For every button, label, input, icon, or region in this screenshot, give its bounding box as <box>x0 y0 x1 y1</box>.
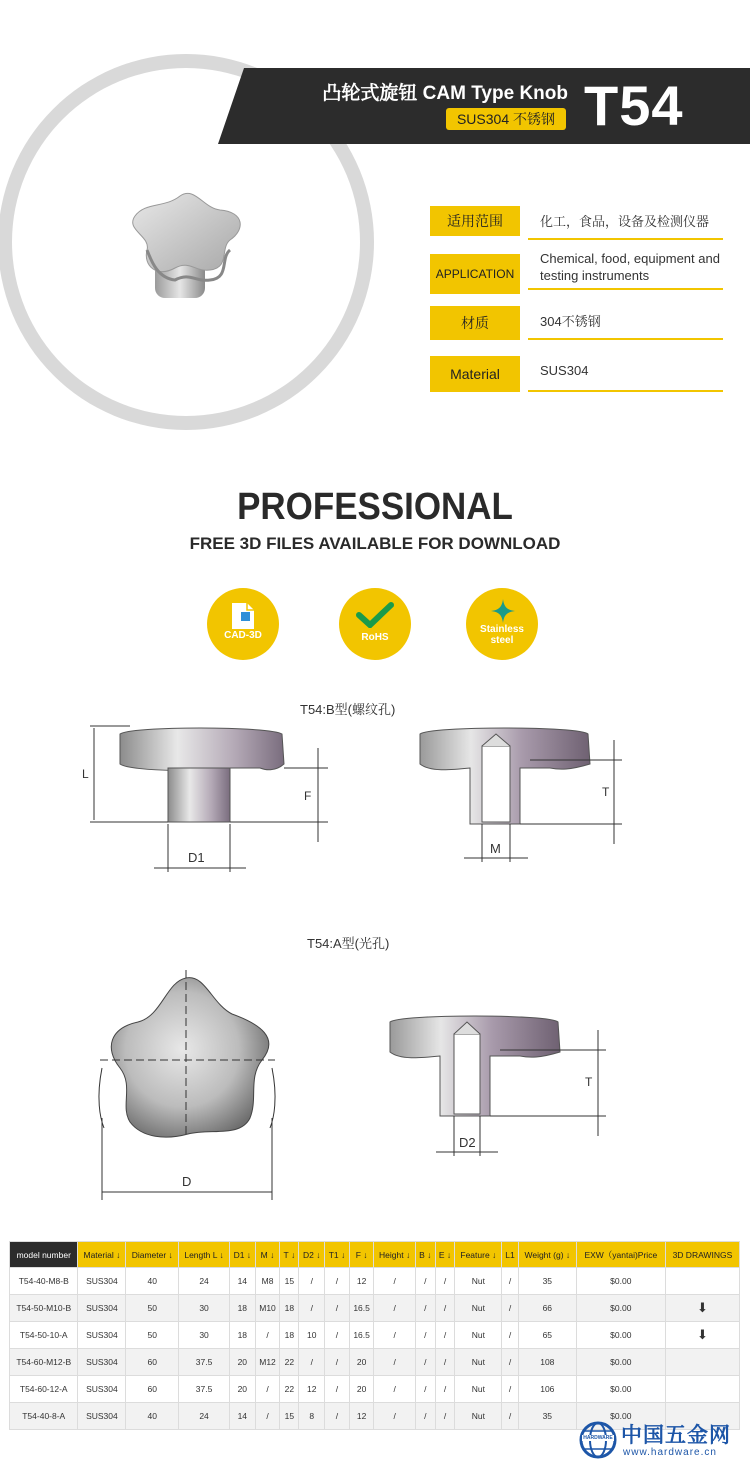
spec-key: Material <box>430 356 520 392</box>
table-cell: Nut <box>455 1322 502 1349</box>
table-cell: / <box>325 1349 350 1376</box>
spec-divider <box>528 390 723 392</box>
table-header-row <box>10 1242 740 1268</box>
table-cell: / <box>435 1322 455 1349</box>
file-icon <box>230 602 256 630</box>
table-cell: Nut <box>455 1376 502 1403</box>
table-cell: Nut <box>455 1403 502 1430</box>
table-cell: SUS304 <box>78 1268 126 1295</box>
table-cell: / <box>299 1349 325 1376</box>
table-cell: 35 <box>518 1403 576 1430</box>
cad-3d-badge <box>207 588 279 660</box>
watermark-url: www.hardware.cn <box>623 1447 717 1458</box>
table-header-cell: Material ↓ <box>78 1242 126 1268</box>
table-cell: T54-60-M12-B <box>10 1349 78 1376</box>
table-cell: / <box>325 1322 350 1349</box>
table-cell: / <box>502 1403 519 1430</box>
table-body <box>10 1268 740 1430</box>
table-cell: / <box>415 1403 435 1430</box>
table-header-cell: Height ↓ <box>374 1242 415 1268</box>
download-icon[interactable]: ⬇ <box>665 1322 739 1349</box>
rohs-badge <box>339 588 411 660</box>
table-cell: 37.5 <box>179 1376 230 1403</box>
table-cell: / <box>415 1376 435 1403</box>
badge-label: RoHS <box>361 632 389 643</box>
table-cell: T54-50-M10-B <box>10 1295 78 1322</box>
table-row <box>10 1376 740 1403</box>
table-cell: 22 <box>280 1376 299 1403</box>
table-cell: T54-40-8-A <box>10 1403 78 1430</box>
checkmark-icon <box>356 602 394 628</box>
table-cell: / <box>255 1376 280 1403</box>
type-a-caption: T54:A型(光孔) <box>307 936 390 951</box>
table-cell: 24 <box>179 1403 230 1430</box>
table-cell: / <box>325 1268 350 1295</box>
table-cell: 65 <box>518 1322 576 1349</box>
table-header-cell: Diameter ↓ <box>126 1242 179 1268</box>
table-header-cell: B ↓ <box>415 1242 435 1268</box>
table-cell: 50 <box>126 1295 179 1322</box>
table-cell: $0.00 <box>576 1349 665 1376</box>
table-cell: 15 <box>280 1403 299 1430</box>
spec-table <box>9 1241 740 1430</box>
table-cell: 18 <box>229 1322 255 1349</box>
table-cell: SUS304 <box>78 1403 126 1430</box>
spec-value: 化工，食品，设备及检测仪器 <box>540 214 710 229</box>
spec-divider <box>528 338 723 340</box>
table-cell: SUS304 <box>78 1376 126 1403</box>
table-cell: / <box>255 1403 280 1430</box>
hardware-watermark <box>579 1419 739 1463</box>
table-header-cell: 3D DRAWINGS <box>665 1242 739 1268</box>
table-cell: 12 <box>349 1268 374 1295</box>
table-cell: / <box>325 1376 350 1403</box>
dim-t-label: T <box>585 1075 593 1089</box>
table-cell: 20 <box>349 1349 374 1376</box>
spec-divider <box>528 288 723 290</box>
table-cell: M12 <box>255 1349 280 1376</box>
dim-f-label: F <box>304 789 312 803</box>
table-cell: $0.00 <box>576 1322 665 1349</box>
table-cell: / <box>435 1376 455 1403</box>
table-cell: 10 <box>299 1322 325 1349</box>
table-cell: / <box>435 1295 455 1322</box>
table-cell: / <box>299 1295 325 1322</box>
table-cell: / <box>374 1295 415 1322</box>
table-cell: 60 <box>126 1349 179 1376</box>
table-row <box>10 1268 740 1295</box>
table-row <box>10 1295 740 1322</box>
table-cell: $0.00 <box>576 1295 665 1322</box>
table-header-cell: model number <box>10 1242 78 1268</box>
download-icon[interactable]: ⬇ <box>665 1295 739 1322</box>
table-cell: / <box>502 1295 519 1322</box>
table-cell: 18 <box>280 1295 299 1322</box>
table-header-cell: Weight (g) ↓ <box>518 1242 576 1268</box>
table-cell: 8 <box>299 1403 325 1430</box>
table-cell: $0.00 <box>576 1403 665 1430</box>
table-cell: SUS304 <box>78 1349 126 1376</box>
table-header-cell: D2 ↓ <box>299 1242 325 1268</box>
product-title: 凸轮式旋钮 CAM Type Knob <box>322 83 568 104</box>
table-header-cell: EXW（yantai)Price <box>576 1242 665 1268</box>
type-a-top-drawing <box>90 968 290 1208</box>
table-cell: / <box>299 1268 325 1295</box>
table-cell: / <box>255 1322 280 1349</box>
table-cell <box>665 1376 739 1403</box>
table-cell: / <box>415 1268 435 1295</box>
table-cell: / <box>374 1403 415 1430</box>
table-cell: Nut <box>455 1268 502 1295</box>
spec-value: SUS304 <box>540 363 589 378</box>
model-code: T54 <box>584 74 684 137</box>
badge-label: CAD-3D <box>224 630 262 641</box>
table-cell: / <box>415 1349 435 1376</box>
dim-d-label: D <box>182 1174 192 1189</box>
table-cell: 40 <box>126 1268 179 1295</box>
table-cell: / <box>502 1376 519 1403</box>
table-cell: T54-50-10-A <box>10 1322 78 1349</box>
table-cell: / <box>325 1403 350 1430</box>
table-cell: 106 <box>518 1376 576 1403</box>
table-cell <box>665 1349 739 1376</box>
dim-d2-label: D2 <box>459 1135 476 1150</box>
spec-key: 适用范围 <box>430 206 520 236</box>
table-cell: 18 <box>229 1295 255 1322</box>
table-header-cell: D1 ↓ <box>229 1242 255 1268</box>
table-cell: / <box>325 1295 350 1322</box>
table-cell: 16.5 <box>349 1295 374 1322</box>
table-cell: 60 <box>126 1376 179 1403</box>
table-cell: 22 <box>280 1349 299 1376</box>
table-cell: 12 <box>299 1376 325 1403</box>
table-cell <box>665 1268 739 1295</box>
table-header-cell: T ↓ <box>280 1242 299 1268</box>
table-cell: 24 <box>179 1268 230 1295</box>
spec-key: APPLICATION <box>430 254 520 294</box>
table-cell: / <box>502 1349 519 1376</box>
table-cell: / <box>502 1322 519 1349</box>
table-header-cell: Feature ↓ <box>455 1242 502 1268</box>
table-header-cell: E ↓ <box>435 1242 455 1268</box>
table-cell: 14 <box>229 1403 255 1430</box>
table-row <box>10 1322 740 1349</box>
table-cell: / <box>415 1322 435 1349</box>
table-cell: 15 <box>280 1268 299 1295</box>
sparkle-icon <box>491 599 515 623</box>
table-cell: / <box>435 1268 455 1295</box>
stainless-steel-badge <box>466 588 538 660</box>
table-cell: / <box>415 1295 435 1322</box>
table-cell: 66 <box>518 1295 576 1322</box>
table-cell: / <box>374 1268 415 1295</box>
dim-t-label: T <box>602 785 610 799</box>
table-cell: M8 <box>255 1268 280 1295</box>
table-cell: / <box>374 1376 415 1403</box>
spec-value: 304不锈钢 <box>540 314 601 329</box>
type-b-side-drawing <box>70 720 340 880</box>
dim-m-label: M <box>490 841 501 856</box>
knob-product-image <box>95 168 285 318</box>
table-cell: Nut <box>455 1295 502 1322</box>
table-cell: T54-60-12-A <box>10 1376 78 1403</box>
table-cell: 35 <box>518 1268 576 1295</box>
table-cell: / <box>435 1403 455 1430</box>
table-cell: 40 <box>126 1403 179 1430</box>
watermark-cn: 中国五金网 <box>621 1424 731 1447</box>
spec-key: 材质 <box>430 306 520 340</box>
table-cell: / <box>374 1349 415 1376</box>
table-cell: 12 <box>349 1403 374 1430</box>
table-header-cell: L1 <box>502 1242 519 1268</box>
table-cell: 18 <box>280 1322 299 1349</box>
table-cell: 20 <box>349 1376 374 1403</box>
table-cell: 50 <box>126 1322 179 1349</box>
table-cell: T54-40-M8-B <box>10 1268 78 1295</box>
promo-headline: PROFESSIONAL <box>237 486 513 528</box>
table-header-cell: M ↓ <box>255 1242 280 1268</box>
spec-divider <box>528 238 723 240</box>
table-cell: 108 <box>518 1349 576 1376</box>
table-cell: 30 <box>179 1322 230 1349</box>
table-cell: 20 <box>229 1376 255 1403</box>
dim-d1-label: D1 <box>188 850 205 865</box>
type-a-section-drawing <box>380 1010 620 1160</box>
table-header-cell: T1 ↓ <box>325 1242 350 1268</box>
table-cell: / <box>502 1268 519 1295</box>
table-header-cell: F ↓ <box>349 1242 374 1268</box>
table-row <box>10 1349 740 1376</box>
table-cell: 20 <box>229 1349 255 1376</box>
table-cell: 37.5 <box>179 1349 230 1376</box>
table-cell: M10 <box>255 1295 280 1322</box>
table-cell: 30 <box>179 1295 230 1322</box>
table-cell: / <box>374 1322 415 1349</box>
type-b-caption: T54:B型(螺纹孔) <box>300 702 396 717</box>
spec-value: Chemical, food, equipment and testing instruments <box>540 251 720 283</box>
table-cell: SUS304 <box>78 1322 126 1349</box>
table-cell: Nut <box>455 1349 502 1376</box>
globe-text: HARDWARE <box>583 1435 613 1441</box>
badge-label: Stainless steel <box>480 624 524 646</box>
material-tag: SUS304 不锈钢 <box>446 108 566 130</box>
table-cell: 16.5 <box>349 1322 374 1349</box>
promo-subline: FREE 3D FILES AVAILABLE FOR DOWNLOAD <box>189 534 561 553</box>
table-cell: SUS304 <box>78 1295 126 1322</box>
dim-l-label: L <box>82 767 89 781</box>
type-b-section-drawing <box>410 720 640 870</box>
table-cell: 14 <box>229 1268 255 1295</box>
table-cell: $0.00 <box>576 1268 665 1295</box>
table-cell: $0.00 <box>576 1376 665 1403</box>
table-cell: / <box>435 1349 455 1376</box>
table-header-cell: Length L ↓ <box>179 1242 230 1268</box>
